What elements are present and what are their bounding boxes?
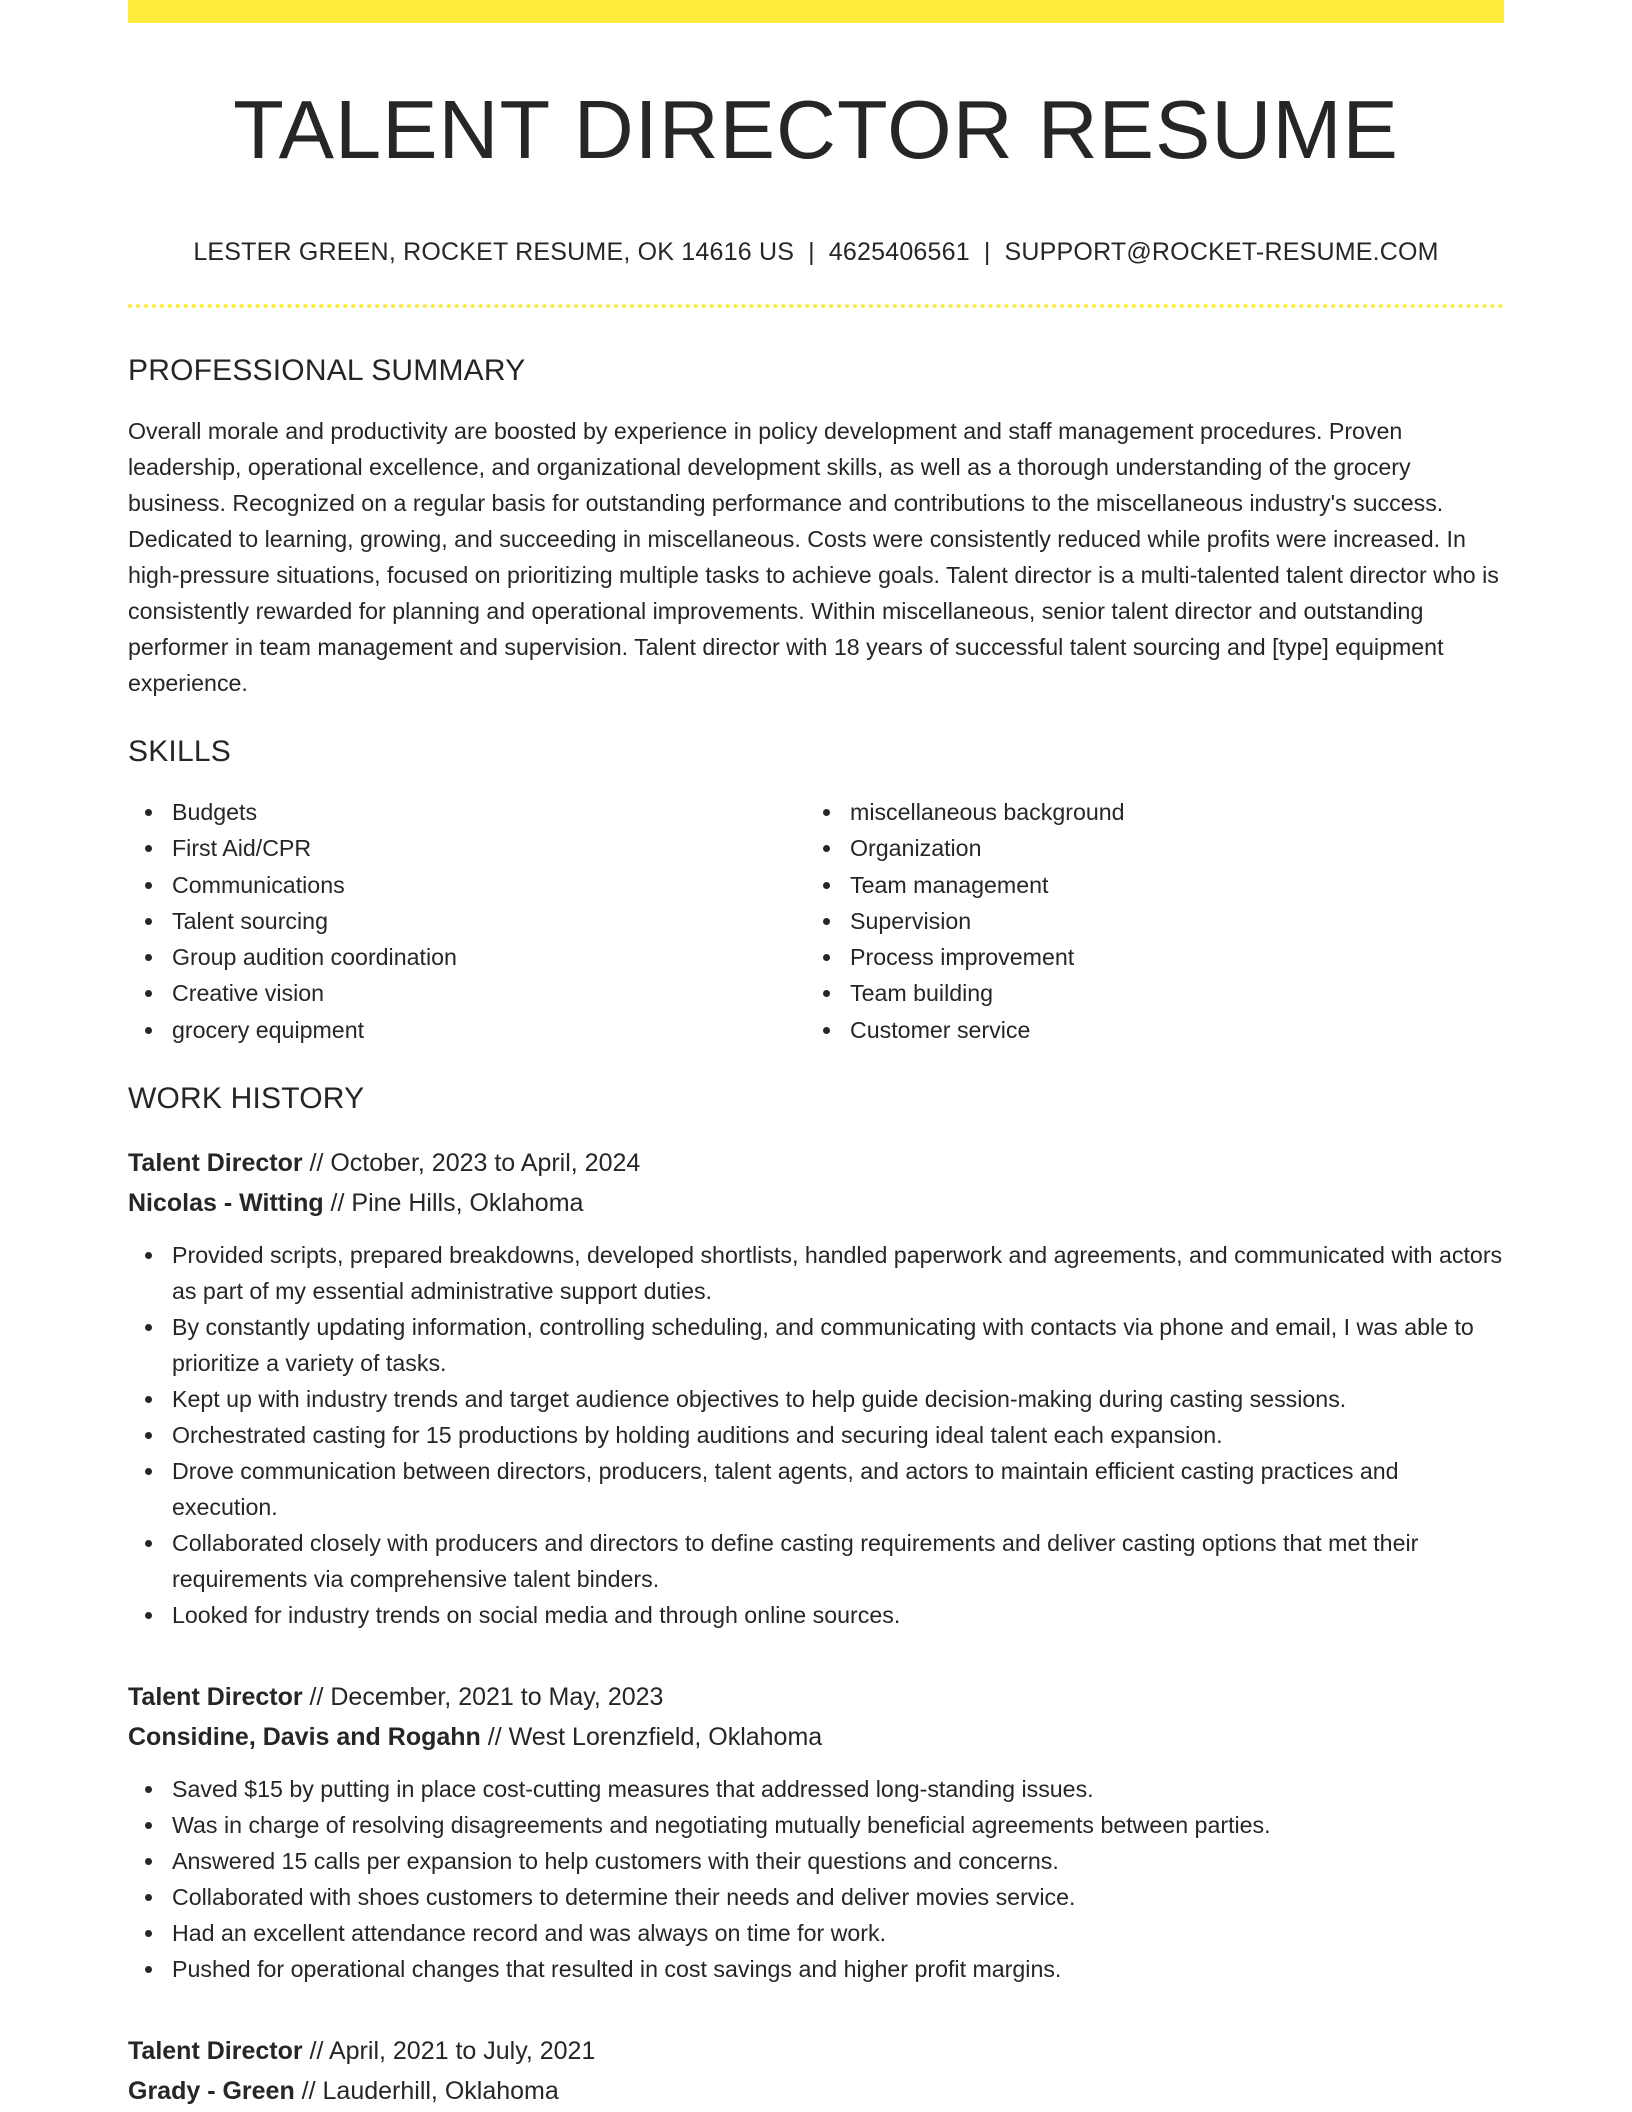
- job-title: Talent Director: [128, 2037, 303, 2066]
- job-bullets: [128, 1237, 1504, 1633]
- job-bullet: Saved $15 by putting in place cost-cutting measures that addressed long-standing issues.: [128, 1771, 1504, 1807]
- job-bullet: Collaborated with shoes customers to determine their needs and deliver movies service.: [128, 1879, 1504, 1915]
- skill-item: Process improvement: [806, 939, 1484, 975]
- page-title: TALENT DIRECTOR RESUME: [233, 83, 1399, 176]
- job-title-line: [128, 1677, 1504, 1717]
- skill-item: Group audition coordination: [128, 939, 806, 975]
- job-bullet: Collaborated closely with producers and directors to define casting requirements and deliver casting options that met their requirements via comprehensive talent binders.: [128, 1525, 1504, 1597]
- work-history-heading: WORK HISTORY: [128, 1082, 365, 1116]
- contact-line: [128, 236, 1504, 268]
- job-company-line: [128, 2071, 1504, 2111]
- job-dates: // December, 2021 to May, 2023: [302, 1683, 664, 1712]
- job-title-line: [128, 1143, 1504, 1183]
- job-title: Talent Director: [128, 1149, 303, 1178]
- job-location: // Lauderhill, Oklahoma: [294, 2077, 559, 2106]
- job-bullet: Had an excellent attendance record and was always on time for work.: [128, 1915, 1504, 1951]
- accent-bar: [128, 0, 1504, 23]
- skills-column-left: [128, 794, 806, 1048]
- job-entry: [128, 2031, 1504, 2111]
- job-entry: [128, 1143, 1504, 1633]
- job-title: Talent Director: [128, 1683, 303, 1712]
- job-bullet: Looked for industry trends on social media and through online sources.: [128, 1597, 1504, 1633]
- job-dates: // October, 2023 to April, 2024: [302, 1149, 641, 1178]
- job-location: // West Lorenzfield, Oklahoma: [480, 1723, 823, 1752]
- contact-email: SUPPORT@ROCKET-RESUME.COM: [1004, 238, 1439, 266]
- job-bullet: Answered 15 calls per expansion to help customers with their questions and concerns.: [128, 1843, 1504, 1879]
- contact-separator: |: [983, 238, 991, 266]
- skills-list: [128, 794, 1504, 1048]
- summary-heading: PROFESSIONAL SUMMARY: [128, 354, 526, 387]
- job-bullet: Pushed for operational changes that resulted in cost savings and higher profit margins.: [128, 1951, 1504, 1987]
- job-entry: [128, 1677, 1504, 1987]
- summary-text: Overall morale and productivity are boosted by experience in policy development and staff management procedures. Proven leadership, operational excellence, and organizational development skills, as well as a thorough understanding of the grocery business. Recognized on a regular basis for outstanding performance and contributions to the miscellaneous industry's success. Dedicated to learning, growing, and succeeding in miscellaneous. Costs were consistently reduced while profits were increased. In high-pressure situations, focused on prioritizing multiple tasks to achieve goals. Talent director is a multi-talented talent director who is consistently rewarded for planning and operational improvements. Within miscellaneous, senior talent director and outstanding performer in team management and supervision. Talent director with 18 years of successful talent sourcing and [type] equipment experience.: [128, 418, 1499, 696]
- job-bullets: [128, 1771, 1504, 1987]
- skills-column-right: [806, 794, 1484, 1048]
- contact-address: LESTER GREEN, ROCKET RESUME, OK 14616 US: [193, 238, 795, 266]
- job-location: // Pine Hills, Oklahoma: [323, 1189, 584, 1218]
- job-bullet: Kept up with industry trends and target audience objectives to help guide decision-making during casting sessions.: [128, 1381, 1504, 1417]
- job-bullet: By constantly updating information, controlling scheduling, and communicating with contacts via phone and email, I was able to prioritize a variety of tasks.: [128, 1309, 1504, 1381]
- skill-item: Team building: [806, 975, 1484, 1011]
- job-bullet: Was in charge of resolving disagreements and negotiating mutually beneficial agreements between parties.: [128, 1807, 1504, 1843]
- job-company: Nicolas - Witting: [128, 1189, 324, 1218]
- skill-item: miscellaneous background: [806, 794, 1484, 830]
- skill-item: Organization: [806, 830, 1484, 866]
- job-company: Considine, Davis and Rogahn: [128, 1723, 481, 1752]
- skill-item: Budgets: [128, 794, 806, 830]
- job-company-line: [128, 1183, 1504, 1223]
- skill-item: Customer service: [806, 1012, 1484, 1048]
- skill-item: Communications: [128, 867, 806, 903]
- job-bullet: Drove communication between directors, producers, talent agents, and actors to maintain efficient casting practices and execution.: [128, 1453, 1504, 1525]
- resume-page: [128, 0, 1504, 2111]
- skill-item: grocery equipment: [128, 1012, 806, 1048]
- job-dates: // April, 2021 to July, 2021: [302, 2037, 596, 2066]
- contact-phone: 4625406561: [828, 238, 970, 266]
- skill-item: Team management: [806, 867, 1484, 903]
- job-title-line: [128, 2031, 1504, 2071]
- contact-separator: |: [808, 238, 815, 266]
- skill-item: Creative vision: [128, 975, 806, 1011]
- job-company-line: [128, 1717, 1504, 1757]
- skill-item: Talent sourcing: [128, 903, 806, 939]
- skills-heading: SKILLS: [128, 735, 231, 768]
- skill-item: Supervision: [806, 903, 1484, 939]
- dotted-divider: [128, 304, 1504, 308]
- skill-item: First Aid/CPR: [128, 830, 806, 866]
- job-company: Grady - Green: [128, 2077, 295, 2106]
- job-bullet: Orchestrated casting for 15 productions by holding auditions and securing ideal talent each expansion.: [128, 1417, 1504, 1453]
- job-bullet: Provided scripts, prepared breakdowns, developed shortlists, handled paperwork and agreements, and communicated with actors as part of my essential administrative support duties.: [128, 1237, 1504, 1309]
